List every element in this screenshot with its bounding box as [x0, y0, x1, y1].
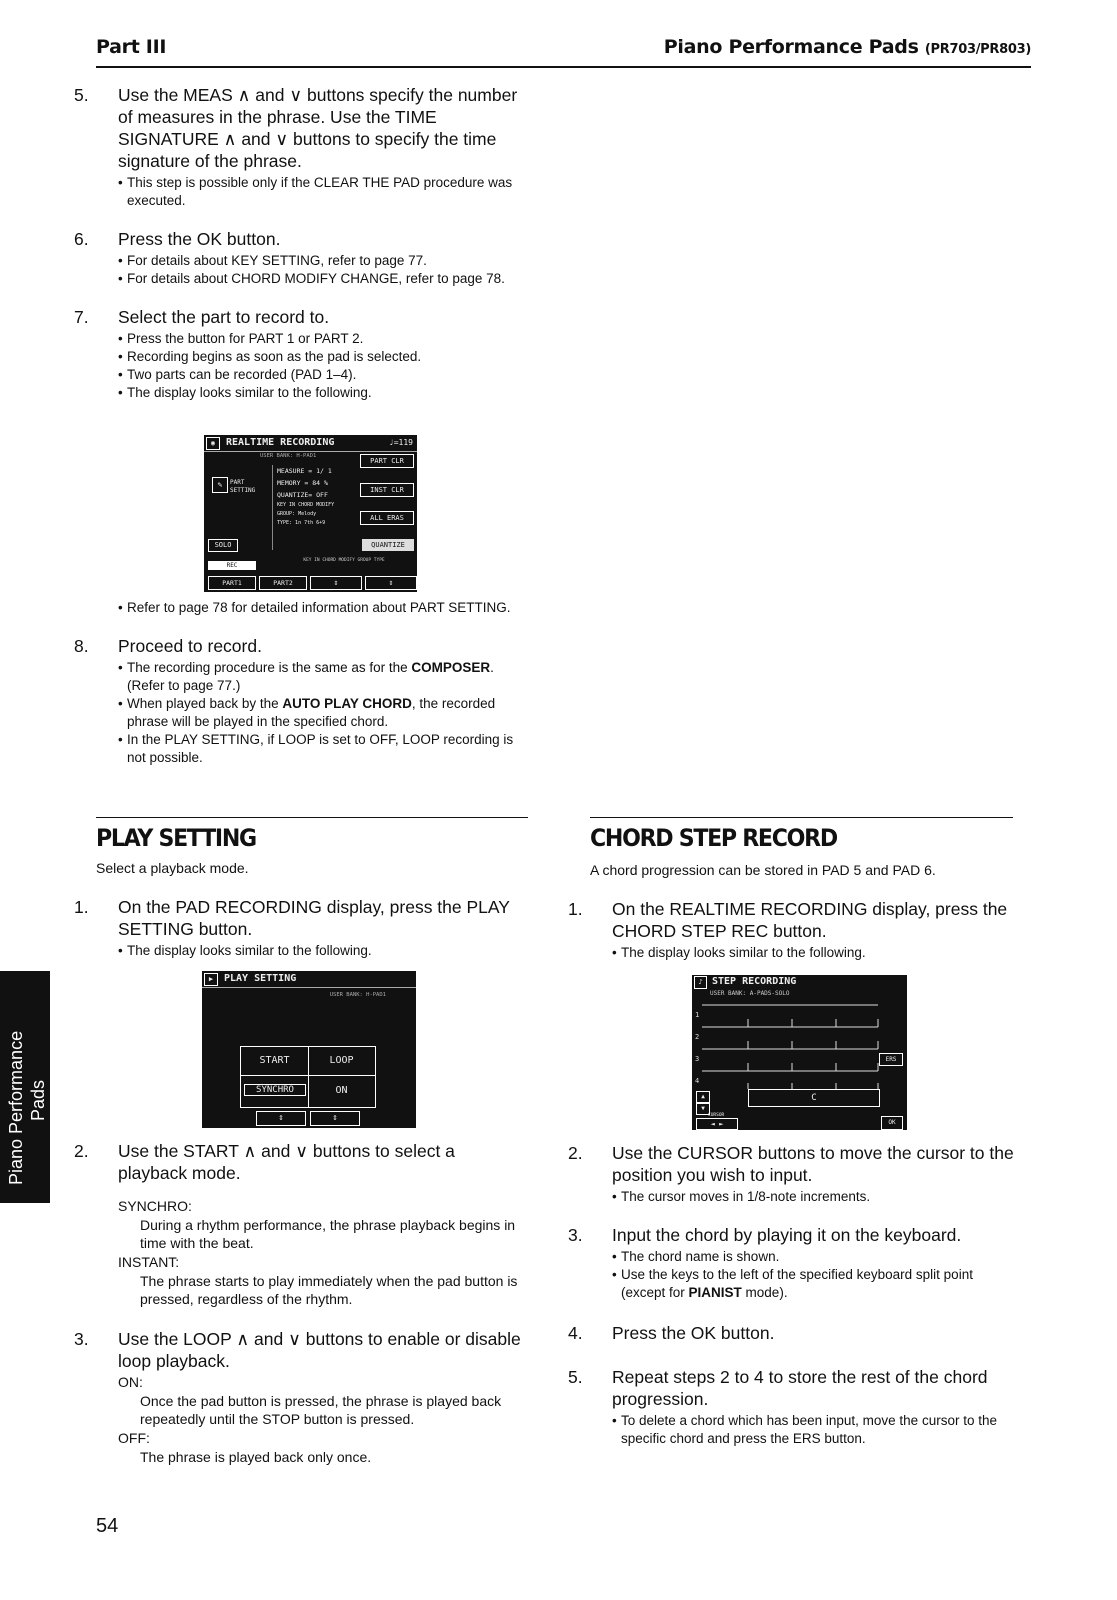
group-updown-button[interactable]: ⇕	[310, 576, 362, 590]
chord-step-3-text: Input the chord by playing it on the keyboard.	[612, 1225, 962, 1245]
play-step-2: 2. Use the START ∧ and ∨ buttons to select a playback mode.	[74, 1141, 455, 1183]
play-setting-table	[240, 1046, 376, 1108]
chord-step-5: 5. Repeat steps 2 to 4 to store the rest of the chord progression. • To delete a chord which has been input, move the cursor to the specific chord and press the ERS button.	[590, 1366, 1014, 1448]
chord-step-title: CHORD STEP RECORD	[590, 824, 837, 852]
screen-title-bar	[692, 975, 907, 989]
chord-step-2-text: Use the CURSOR buttons to move the cursor to the position you wish to input.	[612, 1143, 1014, 1185]
recording-icon: ◉	[206, 437, 220, 450]
measure-grid	[692, 999, 907, 1089]
group-readout: GROUP: Melody	[277, 511, 317, 517]
section-header-title: Piano Performance Pads	[663, 36, 919, 58]
step-8-note: • In the PLAY SETTING, if LOOP is set to OFF, LOOP recording is not possible.	[118, 731, 526, 767]
step-8-note: • The recording procedure is the same as for the COMPOSER. (Refer to page 77.)	[118, 659, 526, 695]
play-step-3-text: Use the LOOP ∧ and ∨ buttons to enable or disable loop playback.	[118, 1329, 521, 1371]
section-divider-left	[96, 817, 528, 818]
loop-header: LOOP	[329, 1055, 354, 1066]
play-step-1-note: • The display looks similar to the following.	[118, 942, 526, 960]
step-6-note: • For details about KEY SETTING, refer to page 77.	[118, 252, 526, 270]
synchro-desc: During a rhythm performance, the phrase playback begins in time with the beat.	[140, 1217, 516, 1251]
svg-text:2: 2	[695, 1033, 700, 1041]
side-tab-line2: Pads	[28, 1079, 48, 1121]
chord-step-3: 3. Input the chord by playing it on the keyboard. • The chord name is shown. • Use the keys to the left of the specified keyboard split point (except for PIANIST mode).	[590, 1224, 1014, 1302]
loop-updown-button[interactable]: ⇕	[310, 1111, 360, 1126]
part1-button[interactable]: PART1	[208, 576, 256, 590]
play-step-2-text: Use the START ∧ and ∨ buttons to select a playback mode.	[118, 1141, 455, 1183]
screen-title: STEP RECORDING	[712, 976, 797, 987]
chord-step-3-note: • Use the keys to the left of the specified keyboard split point (except for PIANIST mode).	[612, 1266, 1014, 1302]
step-8-text: Proceed to record.	[118, 636, 262, 656]
step-record-icon: ♪	[694, 976, 707, 989]
chord-step-5-text: Repeat steps 2 to 4 to store the rest of the chord progression.	[612, 1367, 988, 1409]
play-setting-icon: ▶	[204, 973, 218, 986]
screen-title: REALTIME RECORDING	[226, 437, 335, 448]
page-number: 54	[96, 1515, 119, 1537]
on-desc: Once the pad button is pressed, the phrase is played back repeatedly until the STOP button is pressed.	[140, 1393, 502, 1427]
play-setting-screen	[202, 971, 416, 1128]
chord-step-4-text: Press the OK button.	[612, 1323, 775, 1343]
step-7-text: Select the part to record to.	[118, 307, 330, 327]
play-step-1-text: On the PAD RECORDING display, press the PLAY SETTING button.	[118, 897, 510, 939]
upper-column	[74, 84, 526, 402]
play-step-3: 3. Use the LOOP ∧ and ∨ buttons to enable or disable loop playback.	[74, 1329, 521, 1371]
cursor-label: CURSOR	[708, 1113, 725, 1118]
svg-text:4: 4	[695, 1077, 700, 1085]
part-clr-button[interactable]: PART CLR	[360, 454, 414, 468]
ers-button[interactable]: ERS	[879, 1053, 903, 1066]
recording-status-panel	[272, 465, 357, 550]
instant-term: INSTANT:	[118, 1254, 180, 1270]
type-readout: TYPE: 1n 7th 6+9	[277, 520, 326, 526]
part-label: Part III	[96, 36, 167, 58]
chord-step-4: 4. Press the OK button.	[568, 1323, 775, 1343]
on-term: ON:	[118, 1374, 143, 1390]
svg-text:3: 3	[695, 1055, 700, 1063]
tempo-readout: ♩=119	[388, 438, 413, 447]
side-tab-line1: Piano Performance	[6, 1030, 26, 1185]
quantize-readout: QUANTIZE= OFF	[277, 491, 328, 499]
inst-clr-button[interactable]: INST CLR	[360, 483, 414, 497]
step-7-note: • The display looks similar to the following.	[118, 384, 526, 402]
chord-step-5-note: • To delete a chord which has been input, move the cursor to the specific chord and press the ERS button.	[612, 1412, 1014, 1448]
step-5-note: • This step is possible only if the CLEAR THE PAD procedure was executed.	[118, 174, 526, 210]
bank-label: USER BANK: H-PAD1	[260, 453, 317, 459]
memory-readout: MEMORY = 84 %	[277, 479, 328, 487]
step-5: 5. Use the MEAS ∧ and ∨ buttons specify the number of measures in the phrase. Use the TIME SIGNATURE ∧ and ∨ buttons to specify the time signature of the phrase. • This step is possible only if the CLEAR THE PAD procedure was executed.	[96, 84, 526, 210]
section-header-model: (PR703/PR803)	[924, 42, 1031, 57]
ok-button[interactable]: OK	[881, 1116, 903, 1130]
chord-step-section-lower	[568, 1142, 1014, 1448]
step-6-text: Press the OK button.	[118, 229, 281, 249]
chord-step-1-note: • The display looks similar to the following.	[612, 944, 1014, 962]
step-7: 7. Select the part to record to. • Press the button for PART 1 or PART 2. • Recording begins as soon as the pad is selected. • Two parts can be recorded (PAD 1–4). • The display looks similar to the following.	[96, 306, 526, 402]
step-8: 8. Proceed to record. • The recording procedure is the same as for the COMPOSER. (Refer to page 77.) • When played back by the AUTO PLAY CHORD, the recorded phrase will be played in the specified chord. • In the PLAY SETTING, if LOOP is set to OFF, LOOP recording is not possible.	[96, 635, 526, 767]
chord-step-2: 2. Use the CURSOR buttons to move the cursor to the position you wish to input. • The cursor moves in 1/8-note increments.	[590, 1142, 1014, 1206]
play-step-1: 1. On the PAD RECORDING display, press the PLAY SETTING button. • The display looks similar to the following.	[96, 896, 526, 960]
chapter-side-tab	[0, 971, 50, 1203]
bank-label: USER BANK: H-PAD1	[329, 992, 386, 998]
instant-desc: The phrase starts to play immediately when the pad button is pressed, regardless of the rhythm.	[140, 1273, 518, 1307]
realtime-recording-screen	[204, 435, 417, 592]
play-setting-section	[74, 824, 526, 960]
synchro-term: SYNCHRO:	[118, 1198, 192, 1214]
chord-step-section	[568, 824, 1014, 962]
all-eras-button[interactable]: ALL ERAS	[360, 511, 414, 525]
play-setting-intro: Select a playback mode.	[96, 860, 249, 876]
step-5-text: Use the MEAS ∧ and ∨ buttons specify the number of measures in the phrase. Use the TIME SIGNATURE ∧ and ∨ buttons to specify the time signature of the phrase.	[118, 85, 518, 171]
quantize-button[interactable]: QUANTIZE	[362, 539, 414, 551]
type-updown-button[interactable]: ⇕	[365, 576, 417, 590]
part-setting-button[interactable]	[204, 475, 266, 503]
step-6: 6. Press the OK button. • For details about KEY SETTING, refer to page 77. • For details about CHORD MODIFY CHANGE, refer to page 78.	[96, 228, 526, 288]
svg-text:1: 1	[695, 1011, 700, 1019]
off-desc: The phrase is played back only once.	[140, 1449, 372, 1465]
chord-step-1-text: On the REALTIME RECORDING display, press the CHORD STEP REC button.	[612, 899, 1008, 941]
play-setting-section-lower	[74, 1140, 526, 1466]
chord-step-2-note: • The cursor moves in 1/8-note increments.	[612, 1188, 1014, 1206]
screen-title-bar	[202, 971, 416, 988]
synchro-value[interactable]: SYNCHRO	[244, 1084, 306, 1096]
scroll-up-button[interactable]: ▲	[696, 1091, 710, 1103]
chord-step-intro: A chord progression can be stored in PAD 5 and PAD 6.	[590, 862, 936, 878]
section-divider-right	[590, 817, 1013, 818]
bank-label: USER BANK: A-PADS-SOLO	[710, 990, 790, 997]
chord-step-1: 1. On the REALTIME RECORDING display, press the CHORD STEP REC button. • The display looks similar to the following.	[590, 898, 1014, 962]
off-term: OFF:	[118, 1430, 150, 1446]
key-chord-label: KEY IN CHORD MODIFY	[277, 502, 335, 508]
rec-indicator: REC	[208, 561, 256, 570]
scroll-down-button[interactable]: ▼	[696, 1103, 710, 1115]
screen-title-bar	[204, 435, 417, 452]
chord-name-display: C	[748, 1089, 880, 1107]
start-header: START	[259, 1055, 290, 1066]
section-header	[664, 36, 1031, 58]
chord-step-3-note: • The chord name is shown.	[612, 1248, 1014, 1266]
cursor-buttons[interactable]: ◄ ►	[696, 1118, 738, 1130]
screen-title: PLAY SETTING	[224, 973, 297, 984]
key-in-chord-modify-label: KEY IN CHORD MODIFY GROUP TYPE	[303, 558, 385, 563]
part-setting-note: • Refer to page 78 for detailed information about PART SETTING.	[118, 599, 526, 617]
part-setting-icon: ✎	[212, 477, 228, 493]
step-7-note: • Two parts can be recorded (PAD 1–4).	[118, 366, 526, 384]
part-setting-label: PART SETTING	[230, 479, 256, 494]
start-updown-button[interactable]: ⇕	[256, 1111, 306, 1126]
step-7-note: • Recording begins as soon as the pad is selected.	[118, 348, 526, 366]
upper-column-lower	[74, 597, 526, 767]
solo-button[interactable]: SOLO	[208, 539, 238, 552]
measure-readout: MEASURE = 1/ 1	[277, 467, 332, 475]
play-setting-title: PLAY SETTING	[96, 824, 256, 852]
header-rule	[96, 66, 1031, 68]
step-6-note: • For details about CHORD MODIFY CHANGE, refer to page 78.	[118, 270, 526, 288]
step-7-note: • Press the button for PART 1 or PART 2.	[118, 330, 526, 348]
loop-value[interactable]: ON	[335, 1085, 348, 1096]
step-8-note: • When played back by the AUTO PLAY CHORD, the recorded phrase will be played in the specified chord.	[118, 695, 526, 731]
part2-button[interactable]: PART2	[259, 576, 307, 590]
step-recording-screen	[692, 975, 907, 1130]
